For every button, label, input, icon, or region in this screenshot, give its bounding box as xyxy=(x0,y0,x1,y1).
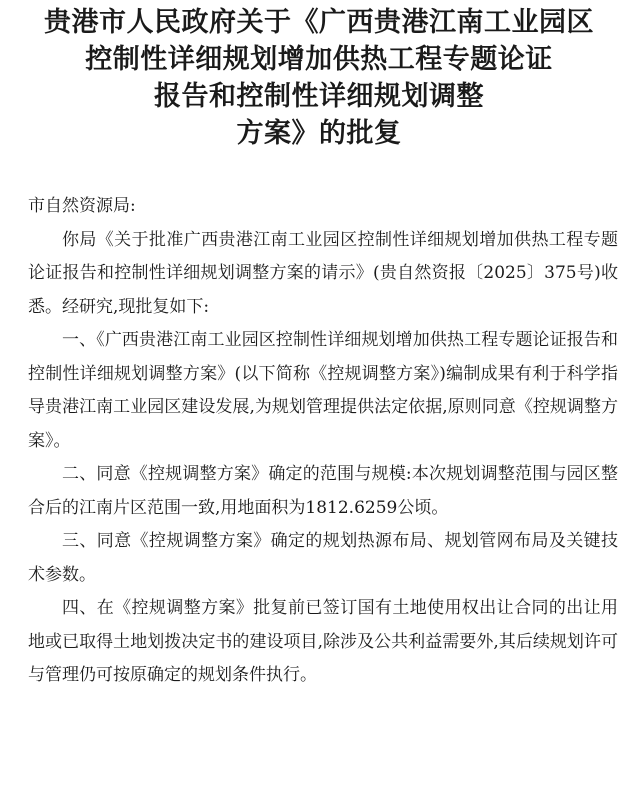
paragraph-item-2: 二、同意《控规调整方案》确定的范围与规模:本次规划调整范围与园区整合后的江南片区范围一致,用地面积为1812.6259公顷。 xyxy=(28,464,618,518)
salutation: 市自然资源局: xyxy=(28,196,136,216)
title-line-3: 报告和控制性详细规划调整 xyxy=(154,81,484,112)
document-body xyxy=(28,190,618,693)
title-line-1: 贵港市人民政府关于《广西贵港江南工业园区 xyxy=(44,7,594,38)
title-line-2: 控制性详细规划增加供热工程专题论证 xyxy=(85,44,553,75)
document-title xyxy=(0,0,638,152)
title-line-4: 方案》的批复 xyxy=(236,118,402,149)
paragraph-item-3: 三、同意《控规调整方案》确定的规划热源布局、规划管网布局及关键技术参数。 xyxy=(28,531,618,585)
paragraph-item-4: 四、在《控规调整方案》批复前已签订国有土地使用权出让合同的出让用地或已取得土地划拨决定书的建设项目,除涉及公共利益需要外,其后续规划许可与管理仍可按原确定的规划条件执行。 xyxy=(28,598,618,685)
paragraph-intro: 你局《关于批准广西贵港江南工业园区控制性详细规划增加供热工程专题论证报告和控制性详细规划调整方案的请示》(贵自然资报〔2025〕375号)收悉。经研究,现批复如下: xyxy=(28,229,618,317)
paragraph-item-1: 一、《广西贵港江南工业园区控制性详细规划增加供热工程专题论证报告和控制性详细规划调整方案》(以下简称《控规调整方案》)编制成果有利于科学指导贵港江南工业园区建设发展,为规划管理提供法定依据,原则同意《控规调整方案》。 xyxy=(28,330,618,451)
